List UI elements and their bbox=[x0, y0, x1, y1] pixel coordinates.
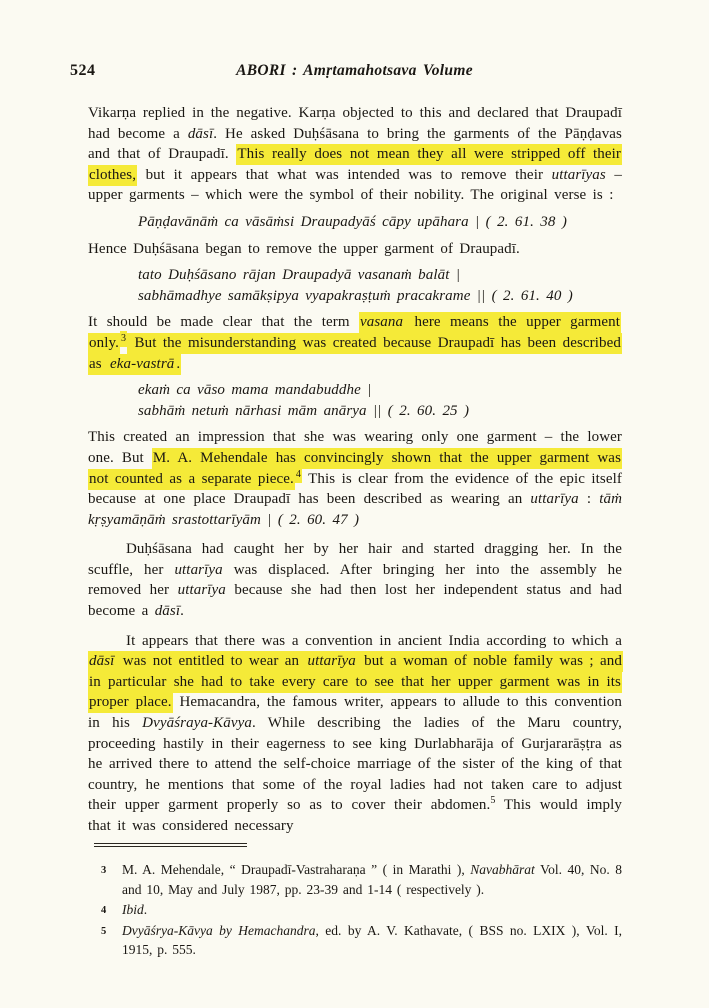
highlighted-text: . bbox=[175, 354, 181, 375]
highlighted-text: was not entitled to wear an bbox=[115, 651, 306, 672]
text-run: dāsī bbox=[154, 603, 181, 620]
footnote-marker: 3 bbox=[101, 865, 107, 876]
highlighted-text: but a woman of noble family was ; and in particular she had to take every care to see that her upper garment was in its proper place. bbox=[88, 651, 623, 713]
text-run: It appears that there was a convention in ancient India according to which a bbox=[126, 632, 622, 649]
text-run: M. A. Mehendale, “ Draupadī-Vastraharaṇa ” ( in Marathi ), bbox=[122, 862, 471, 877]
highlighted-text: M. A. Mehendale has convincingly shown that the upper garment was not counted as a separate piece. bbox=[88, 448, 622, 490]
text-run: . bbox=[143, 902, 148, 917]
text-run: tato Duḥśāsano rājan Draupadyā vasanaṁ balāt | bbox=[138, 267, 461, 284]
running-title: ABORI : Amṛtamahotsava Volume bbox=[236, 62, 473, 79]
page-number: 524 bbox=[70, 62, 96, 79]
highlighted-text: dāsī bbox=[88, 651, 115, 672]
sanskrit-verse bbox=[138, 212, 622, 233]
footnote-marker: 5 bbox=[101, 925, 107, 937]
text-run: Duḥśāsana had caught her by her hair and started dragging her. In the scuffle, her bbox=[88, 541, 622, 578]
paragraph bbox=[88, 312, 622, 374]
highlighted-text: vasana bbox=[359, 312, 404, 333]
highlighted-text: But the misunderstanding was created because Draupadī has been described as bbox=[88, 333, 622, 375]
text-run: : bbox=[578, 491, 600, 508]
paragraph bbox=[88, 427, 622, 530]
paragraph bbox=[88, 631, 622, 837]
text-run: – upper garments – which were the symbol of their nobility. The original verse is : bbox=[88, 166, 622, 204]
text-run: This would imply that it was considered necessary bbox=[88, 797, 622, 834]
verse-line bbox=[138, 212, 622, 233]
text-run: Navabhārat bbox=[470, 862, 535, 877]
text-run: Hence Duḥśāsana began to remove the upper garment of Draupadī. bbox=[88, 240, 520, 257]
highlighted-text: This really does not mean they all were stripped off their clothes, bbox=[88, 144, 622, 186]
text-run: dāsī bbox=[187, 125, 214, 142]
highlighted-text: uttarīya bbox=[307, 651, 357, 672]
sanskrit-verse bbox=[138, 380, 622, 421]
highlighted-text: here means the upper garment only. bbox=[88, 312, 621, 354]
text-run: . bbox=[180, 603, 184, 620]
page-header bbox=[0, 62, 709, 84]
page-body bbox=[88, 103, 622, 837]
text-run: sabhāmadhye samākṣipya vyapakraṣṭuṁ pracakrame || ( 2. 61. 40 ) bbox=[138, 287, 573, 304]
verse-line bbox=[138, 401, 622, 422]
footnote-reference: 5 bbox=[490, 795, 496, 807]
text-run: Pāṇḍavānāṁ ca vāsāṁsi Draupadyāś cāpy upāhara | ( 2. 61. 38 ) bbox=[138, 213, 567, 230]
footnote-reference: 4 bbox=[295, 467, 302, 483]
paragraph bbox=[88, 103, 622, 206]
text-run: Hemacandra, the famous writer, appears to allude to this convention in his bbox=[88, 694, 622, 732]
footnote bbox=[88, 921, 622, 960]
verse-line bbox=[138, 286, 622, 307]
text-run: Dvyāśraya-Kāvya bbox=[142, 715, 252, 732]
text-run: This is clear from the evidence of the epic itself because at one place Draupadī has been described as wearing an bbox=[88, 470, 622, 508]
verse-line bbox=[138, 380, 622, 401]
text-run: uttarīya bbox=[177, 582, 226, 599]
text-run: Vikarṇa replied in the negative. Karṇa objected to this and declared that Draupadī had become a bbox=[88, 105, 622, 142]
paragraph bbox=[88, 239, 622, 260]
footnote-reference: 3 bbox=[120, 331, 127, 347]
text-run: because she had then lost her independent status and had become a bbox=[88, 582, 622, 620]
text-run: tāṁ kṛṣyamāṇāṁ srastottarīyām | ( 2. 60. 47 ) bbox=[88, 491, 623, 528]
footnote bbox=[88, 900, 622, 920]
footnotes-section bbox=[88, 843, 622, 961]
highlighted-text: eka-vastrā bbox=[109, 354, 175, 375]
text-run: Dvyāśrya-Kāvya by Hemachandra bbox=[122, 922, 316, 938]
text-run: but it appears that what was intended was to remove their bbox=[137, 166, 552, 183]
text-run: . He asked Duḥśāsana to bring the garments of the Pāṇḍavas and that of Draupadī. bbox=[88, 125, 622, 163]
sanskrit-verse bbox=[138, 265, 622, 306]
footnote-marker: 4 bbox=[101, 905, 107, 916]
footnote-list bbox=[88, 860, 622, 960]
text-run: sabhāṁ netuṁ nārhasi mām anārya || ( 2. 60. 25 ) bbox=[138, 402, 470, 419]
text-run: uttarīya bbox=[174, 561, 223, 578]
text-run: , ed. by A. V. Kathavate, ( BSS no. LXIX ), Vol. I, 1915, p. 555. bbox=[122, 922, 622, 957]
paragraph bbox=[88, 539, 622, 621]
text-run: It should be made clear that the term bbox=[88, 314, 360, 331]
text-run: Vol. 40, No. 8 and 10, May and July 1987, pp. 23-39 and 1-14 ( respectively ). bbox=[122, 862, 622, 897]
text-run: . While describing the ladies of the Maru country, proceeding hastily in their eagerness to see king Durlabharāja of Gurjararāṣṭra as he arrived there to attend the self-choice marriage of the sister of the king of that country, he mentions that some of the royal ladies had not taken care to adjust their upper garment properly so as to cover their abdomen. bbox=[88, 715, 622, 814]
footnote bbox=[88, 860, 622, 899]
footnote-separator-rule bbox=[94, 843, 247, 847]
text-run: Ibid bbox=[122, 902, 144, 917]
text-run: uttarīyas bbox=[551, 166, 606, 183]
verse-line bbox=[138, 265, 622, 286]
text-run: This created an impression that she was wearing only one garment – the lower one. But bbox=[88, 429, 622, 466]
text-run: was displaced. After bringing her into the assembly he removed her bbox=[88, 561, 622, 599]
text-run: ekaṁ ca vāso mama mandabuddhe | bbox=[138, 382, 372, 399]
text-run: uttarīya bbox=[530, 491, 579, 508]
